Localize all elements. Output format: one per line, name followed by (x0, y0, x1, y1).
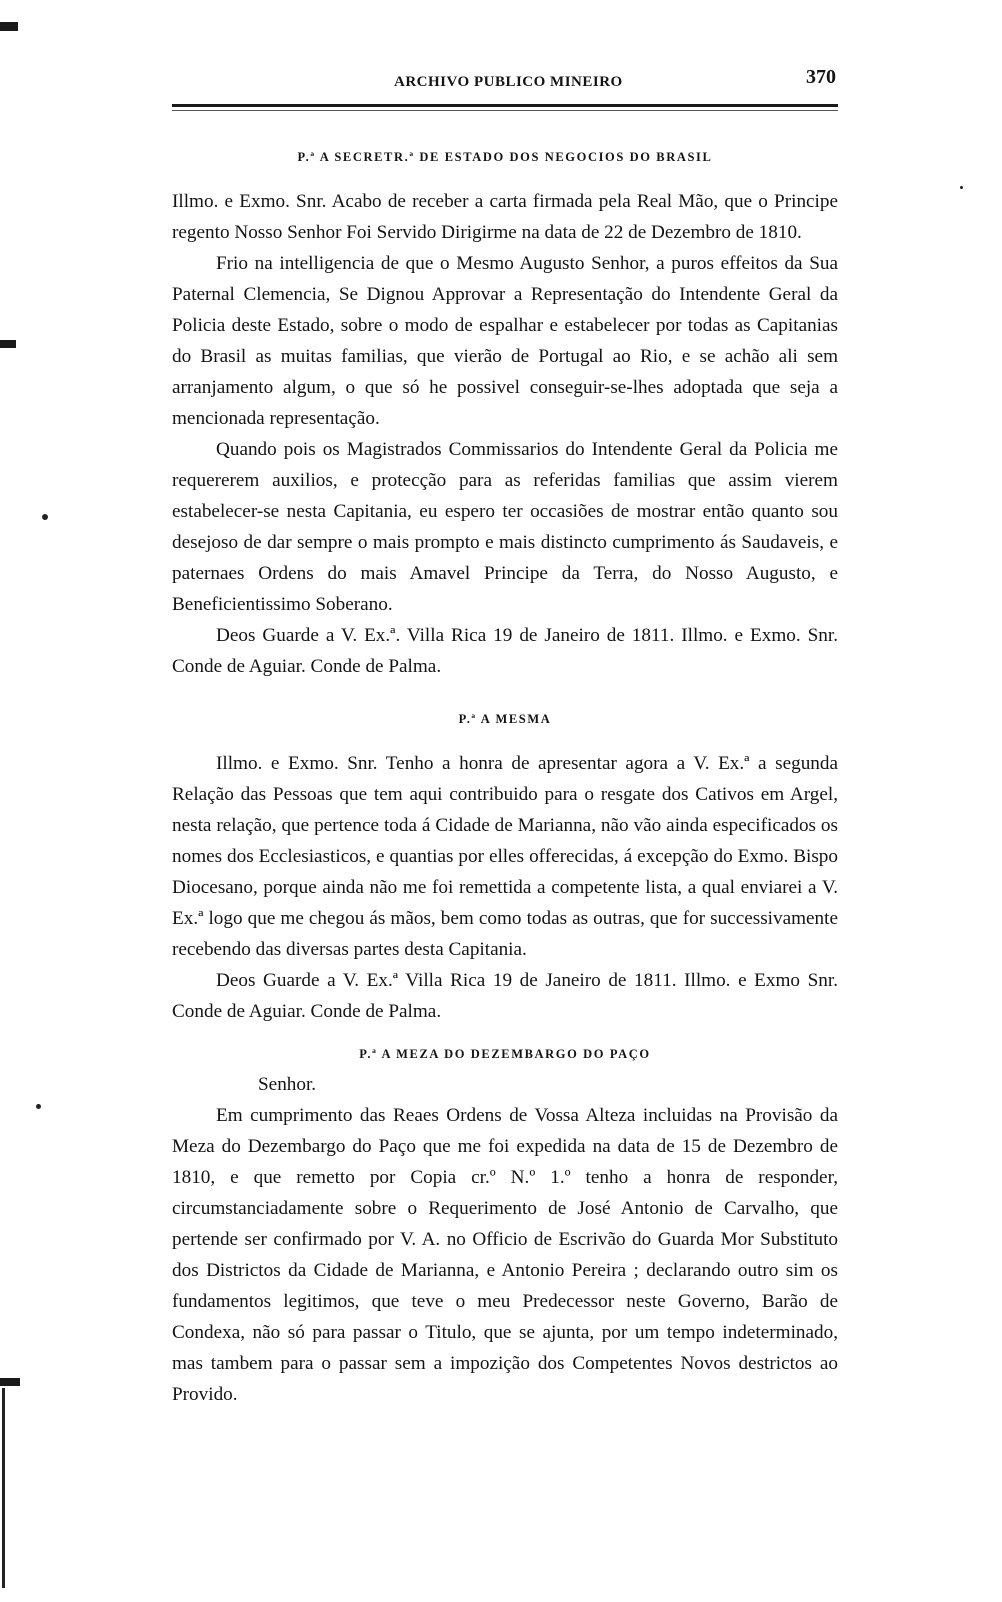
scan-edge-mark (0, 22, 18, 31)
scan-edge-mark (0, 340, 16, 348)
scan-speck (960, 186, 963, 189)
header-rule (172, 104, 838, 107)
page-number: 370 (806, 66, 836, 88)
running-title: ARCHIVO PUBLICO MINEIRO (394, 74, 623, 90)
scan-speck (42, 514, 48, 520)
letter-section (172, 704, 838, 1027)
paragraph: Illmo. e Exmo. Snr. Tenho a honra de apresentar agora a V. Ex.ª a segunda Relação das Pessoas que tem aqui contribuido para o resgate dos Cativos em Argel, nesta relação, que pertence toda á Cidade de Marianna, não vão ainda especificados os nomes dos Ecclesiasticos, e quantias por elles offerecidas, á excepção do Exmo. Bispo Diocesano, porque ainda não me foi remettida a competente lista, a qual enviarei a V. Ex.ª logo que me chegou ás mãos, bem como todas as outras, que for successivamente recebendo das diversas partes desta Capitania. (172, 753, 838, 960)
section-title: P.ª A SECRETR.ª DE ESTADO DOS NEGOCIOS DO BRASIL (297, 150, 713, 164)
scan-speck (36, 1104, 41, 1109)
letter-section (172, 1039, 838, 1410)
section-title: P.ª A MEZA DO DEZEMBARGO DO PAÇO (359, 1047, 651, 1061)
paragraph: Deos Guarde a V. Ex.ª Villa Rica 19 de Janeiro de 1811. Illmo. e Exmo Snr. Conde de Aguiar. Conde de Palma. (172, 970, 838, 1022)
header-rule-thin (172, 110, 838, 111)
paragraph: Illmo. e Exmo. Snr. Acabo de receber a carta firmada pela Real Mão, que o Principe regento Nosso Senhor Foi Servido Dirigirme na data de 22 de Dezembro de 1810. (172, 191, 838, 243)
scan-edge-line (2, 1388, 5, 1588)
paragraph: Deos Guarde a V. Ex.ª. Villa Rica 19 de Janeiro de 1811. Illmo. e Exmo. Snr. Conde de Aguiar. Conde de Palma. (172, 625, 838, 677)
paragraph: Em cumprimento das Reaes Ordens de Vossa Alteza incluidas na Provisão da Meza do Dezembargo do Paço que me foi expedida na data de 15 de Dezembro de 1810, e que remetto por Copia cr.º N.º 1.º tenho a honra de responder, circumstanciadamente sobre o Requerimento de José Antonio de Carvalho, que pertende ser confirmado por V. A. no Officio de Escrivão do Guarda Mor Substituto dos Districtos da Cidade de Marianna, e Antonio Pereira ; declarando outro sim os fundamentos legitimos, que teve o meu Predecessor neste Governo, Barão de Condexa, não só para passar o Titulo, que se ajunta, por um tempo indeterminado, mas tambem para o passar sem a impozição dos Competentes Novos destrictos ao Provido. (172, 1105, 838, 1405)
salutation: Senhor. (258, 1074, 317, 1095)
letter-section (172, 142, 838, 682)
text-column (172, 142, 838, 1410)
scan-edge-mark (0, 1378, 20, 1386)
paragraph: Frio na intelligencia de que o Mesmo Augusto Senhor, a puros effeitos da Sua Paternal Clemencia, Se Dignou Approvar a Representação do Intendente Geral da Policia deste Estado, sobre o modo de espalhar e estabelecer por todas as Capitanias do Brasil as muitas familias, que vierão de Portugal ao Rio, e se achão ali sem arranjamento algum, o que só he possivel conseguir-se-lhes adoptada que seja a mencionada representação. (172, 253, 838, 429)
paragraph: Quando pois os Magistrados Commissarios do Intendente Geral da Policia me requererem auxilios, e protecção para as referidas familias que assim vierem estabelecer-se nesta Capitania, eu espero ter occasiões de mostrar então quanto sou desejoso de dar sempre o mais prompto e mais distincto cumprimento ás Saudaveis, e paternaes Ordens do mais Amavel Principe da Terra, do Nosso Augusto, e Beneficientissimo Soberano. (172, 439, 838, 615)
running-head (172, 60, 838, 100)
section-title: P.ª A MESMA (458, 712, 552, 726)
